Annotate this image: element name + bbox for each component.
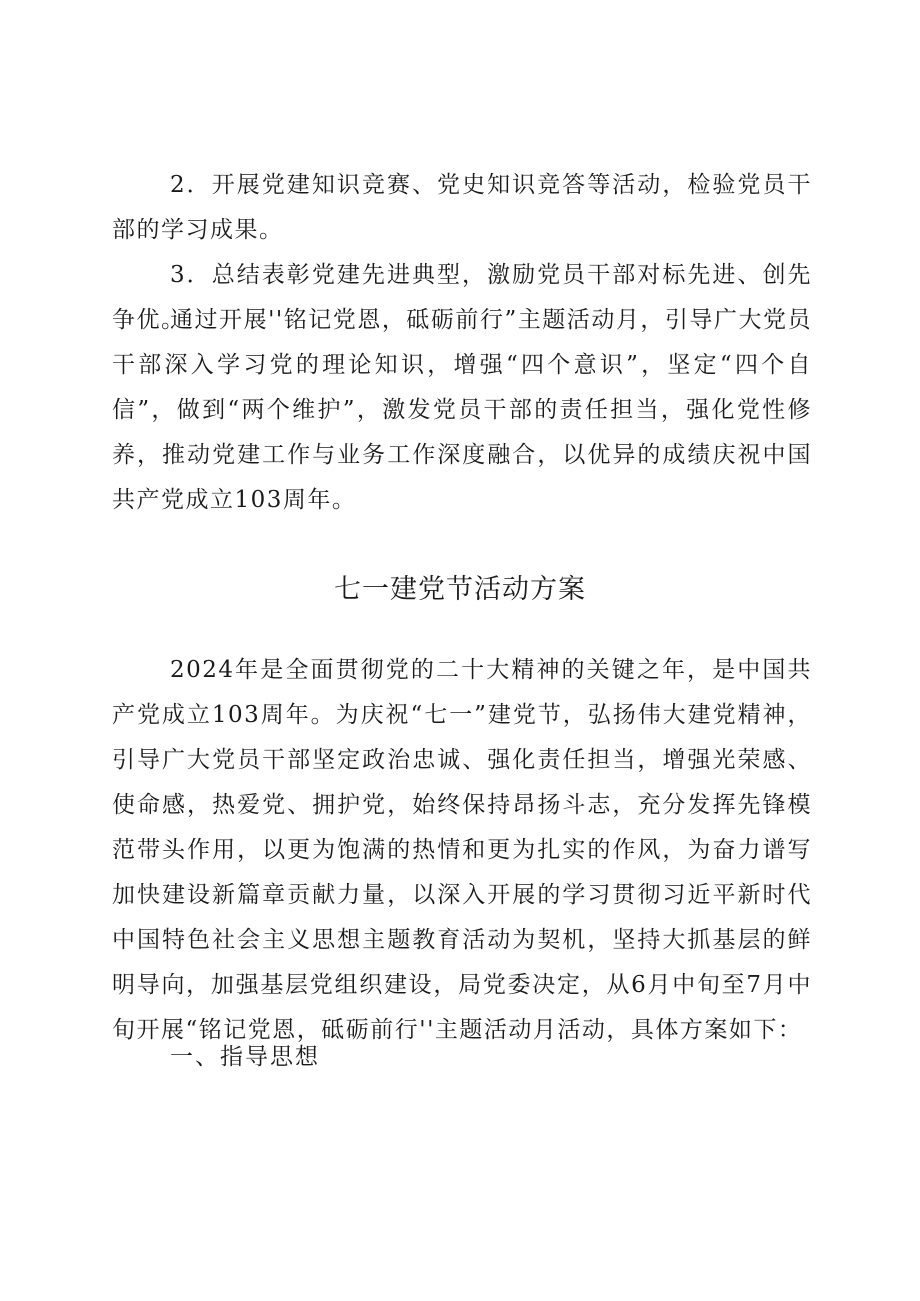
page-title: 七一建党节活动方案 <box>334 574 586 605</box>
list-item-2: 2．开展党建知识竞赛、党史知识竞答等活动，检验党员干部的学习成果。 <box>112 172 812 243</box>
section-heading: 一、指导思想 <box>170 1044 320 1070</box>
list-item-3: 3．总结表彰党建先进典型，激励党员干部对标先进、创先争优。 <box>112 262 812 333</box>
intro-paragraph: 2024年是全面贯彻党的二十大精神的关键之年，是中国共产党成立103周年。为庆祝“七一”建党节，弘扬伟大建党精神，引导广大党员干部坚定政治忠诚、强化责任担当，增强光荣感、使命感，热爱党、拥护党，始终保持昂扬斗志，充分发挥先锋模范带头作用，以更为饱满的热情和更为扎实的作风，为奋力谱写加快建设新篇章贡献力量，以深入开展的学习贯彻习近平新时代中国特色社会主义思想主题教育活动为契机，坚持大抓基层的鲜明导向，加强基层党组织建设，局党委决定，从6月中旬至7月中旬开展“铭记党恩，砥砺前行''主题活动月活动，具体方案如下： <box>112 657 812 1043</box>
summary-paragraph: 通过开展''铭记党恩，砥砺前行”主题活动月，引导广大党员干部深入学习党的理论知识，增强“四个意识”，坚定“四个自信”，做到“两个维护”，激发党员干部的责任担当，强化党性修养，推动党建工作与业务工作深度融合，以优异的成绩庆祝中国共产党成立103周年。 <box>112 307 812 513</box>
